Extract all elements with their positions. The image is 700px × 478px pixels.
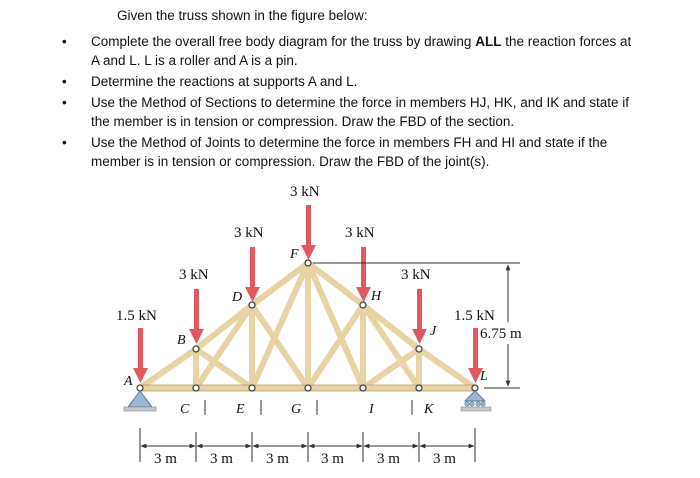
height-label: 6.75 m <box>480 326 522 342</box>
joint-A <box>137 385 143 391</box>
span-label-4: 3 m <box>321 451 344 467</box>
node-label-I: I <box>369 402 374 417</box>
joint-D <box>249 302 255 308</box>
member-BE <box>196 349 252 388</box>
joint-K <box>416 385 422 391</box>
node-label-B: B <box>177 333 186 348</box>
span-label-5: 3 m <box>377 451 400 467</box>
intro-text: Given the truss shown in the figure below: <box>117 8 368 23</box>
load-arrow-J <box>412 289 427 344</box>
bullet-dot-icon: • <box>62 95 67 110</box>
joint-J <box>416 346 422 352</box>
task-text: Use the Method of Sections to determine the force in members HJ, HK, and IK and state if the member is in tension or compression. Draw the FBD of the section. <box>91 95 630 129</box>
member-JI <box>363 349 419 388</box>
node-label-C: C <box>180 402 190 417</box>
span-label-2: 3 m <box>210 451 233 467</box>
joint-G <box>305 385 311 391</box>
node-label-L: L <box>480 369 488 384</box>
joint-H <box>360 302 366 308</box>
load-arrow-B <box>189 289 204 344</box>
member-JL <box>419 349 475 388</box>
bullet-dot-icon: • <box>62 135 67 150</box>
member-DC <box>196 305 252 388</box>
roller-support-icon <box>461 391 491 411</box>
load-arrow-D <box>245 247 260 302</box>
member-AB <box>140 349 196 388</box>
load-arrow-A <box>133 328 148 383</box>
bullet-dot-icon: • <box>62 34 67 49</box>
span-dimension <box>140 428 475 462</box>
load-label-J: 3 kN <box>401 267 431 283</box>
load-label-H: 3 kN <box>345 225 375 241</box>
task-text: Determine the reactions at supports A and L. <box>91 74 358 89</box>
joint-E <box>249 385 255 391</box>
joint-I <box>360 385 366 391</box>
node-label-H: H <box>371 289 382 304</box>
node-label-J: J <box>430 324 437 339</box>
node-label-E: E <box>236 402 245 417</box>
node-label-D: D <box>232 290 243 305</box>
joint-B <box>193 346 199 352</box>
span-label-1: 3 m <box>154 451 177 467</box>
span-label-3: 3 m <box>266 451 289 467</box>
load-label-B: 3 kN <box>179 267 209 283</box>
joint-F <box>305 260 311 266</box>
load-label-F: 3 kN <box>290 184 320 200</box>
member-HK <box>363 305 419 388</box>
task-emphasis: ALL <box>475 34 502 49</box>
bullet-dot-icon: • <box>62 74 67 89</box>
load-arrow-H <box>356 247 371 302</box>
node-label-A: A <box>124 374 133 389</box>
load-arrow-F <box>301 205 316 260</box>
task-text: the reaction forces at A and L. L is a roller and A is a pin. <box>91 34 632 68</box>
joint-L <box>472 385 478 391</box>
pin-support-icon <box>124 391 156 411</box>
node-label-G: G <box>291 402 302 417</box>
task-text: Complete the overall free body diagram for the truss by drawing <box>91 34 476 49</box>
node-label-F: F <box>290 247 299 262</box>
task-text: Use the Method of Joints to determine the force in members FH and HI and state if the member is in tension or compression. Draw the FBD of the joint(s). <box>91 135 608 169</box>
load-label-D: 3 kN <box>234 225 264 241</box>
span-label-6: 3 m <box>433 451 456 467</box>
load-label-A: 1.5 kN <box>116 308 157 324</box>
load-label-L: 1.5 kN <box>454 308 495 324</box>
node-label-K: K <box>424 402 434 417</box>
joint-C <box>193 385 199 391</box>
